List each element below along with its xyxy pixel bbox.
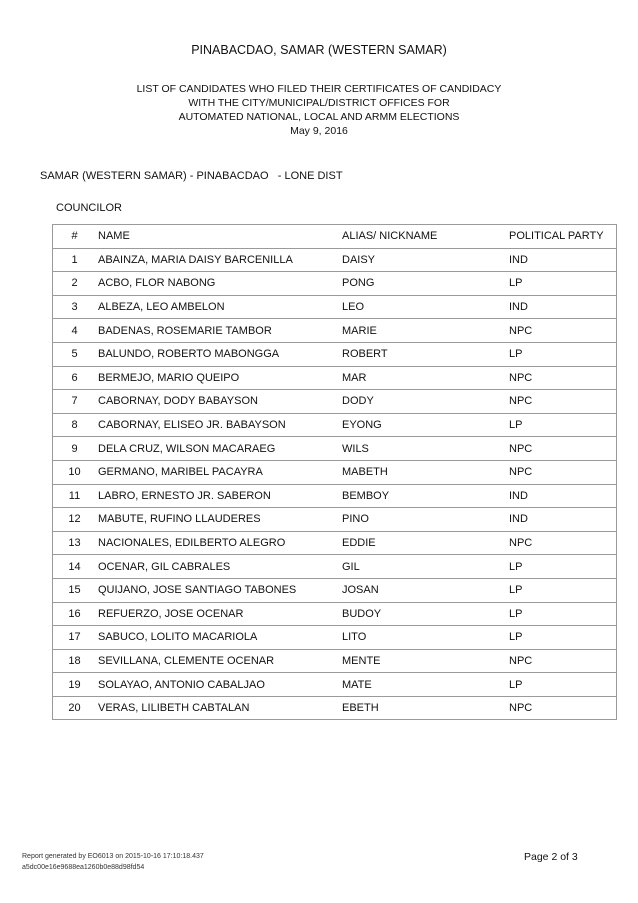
political-party: LP	[509, 578, 617, 602]
table-row	[53, 413, 617, 437]
political-party: IND	[509, 248, 617, 272]
candidate-alias: MAR	[342, 366, 509, 390]
candidate-name: SABUCO, LOLITO MACARIOLA	[96, 626, 342, 650]
candidate-name: BADENAS, ROSEMARIE TAMBOR	[96, 319, 342, 343]
row-number: 10	[53, 460, 97, 484]
political-party: LP	[509, 673, 617, 697]
candidate-name: OCENAR, GIL CABRALES	[96, 555, 342, 579]
candidate-alias: GIL	[342, 555, 509, 579]
table-row	[53, 272, 617, 296]
political-party: NPC	[509, 390, 617, 414]
table-header-row	[53, 225, 617, 249]
candidate-alias: MATE	[342, 673, 509, 697]
row-number: 16	[53, 602, 97, 626]
row-number: 6	[53, 366, 97, 390]
candidate-alias: LEO	[342, 295, 509, 319]
political-party: NPC	[509, 366, 617, 390]
row-number: 2	[53, 272, 97, 296]
table-row	[53, 437, 617, 461]
political-party: IND	[509, 484, 617, 508]
table-row	[53, 319, 617, 343]
candidate-alias: MABETH	[342, 460, 509, 484]
row-number: 11	[53, 484, 97, 508]
table-row	[53, 649, 617, 673]
report-footer	[22, 851, 204, 873]
table-row	[53, 484, 617, 508]
table-row	[53, 460, 617, 484]
row-number: 15	[53, 578, 97, 602]
candidate-alias: WILS	[342, 437, 509, 461]
candidate-alias: DAISY	[342, 248, 509, 272]
candidate-alias: BEMBOY	[342, 484, 509, 508]
table-row	[53, 366, 617, 390]
region-line: SAMAR (WESTERN SAMAR) - PINABACDAO - LONE DIST	[40, 170, 343, 182]
candidate-name: QUIJANO, JOSE SANTIAGO TABONES	[96, 578, 342, 602]
row-number: 12	[53, 508, 97, 532]
table-row	[53, 390, 617, 414]
row-number: 13	[53, 531, 97, 555]
candidate-alias: EYONG	[342, 413, 509, 437]
header-name: NAME	[96, 225, 342, 249]
row-number: 14	[53, 555, 97, 579]
table-row	[53, 248, 617, 272]
candidate-name: DELA CRUZ, WILSON MACARAEG	[96, 437, 342, 461]
political-party: LP	[509, 602, 617, 626]
candidate-name: GERMANO, MARIBEL PACAYRA	[96, 460, 342, 484]
political-party: IND	[509, 295, 617, 319]
candidate-name: ALBEZA, LEO AMBELON	[96, 295, 342, 319]
office-label: COUNCILOR	[56, 202, 123, 214]
candidate-name: ABAINZA, MARIA DAISY BARCENILLA	[96, 248, 342, 272]
candidate-alias: EBETH	[342, 696, 509, 720]
row-number: 19	[53, 673, 97, 697]
table-row	[53, 578, 617, 602]
row-number: 5	[53, 342, 97, 366]
candidate-alias: DODY	[342, 390, 509, 414]
table-row	[53, 696, 617, 720]
subtitle-line-1: LIST OF CANDIDATES WHO FILED THEIR CERTIFICATES OF CANDIDACY	[136, 83, 502, 95]
candidate-name: VERAS, LILIBETH CABTALAN	[96, 696, 342, 720]
page-number: Page 2 of 3	[524, 851, 578, 863]
candidate-alias: EDDIE	[342, 531, 509, 555]
political-party: NPC	[509, 460, 617, 484]
header-party: POLITICAL PARTY	[509, 225, 617, 249]
table-body	[53, 248, 617, 720]
political-party: LP	[509, 626, 617, 650]
subtitle-line-2: WITH THE CITY/MUNICIPAL/DISTRICT OFFICES FOR	[188, 97, 450, 109]
candidate-name: BALUNDO, ROBERTO MABONGGA	[96, 342, 342, 366]
candidates-table	[52, 224, 617, 720]
candidate-alias: PONG	[342, 272, 509, 296]
header-alias: ALIAS/ NICKNAME	[342, 225, 509, 249]
political-party: LP	[509, 272, 617, 296]
political-party: NPC	[509, 649, 617, 673]
table-row	[53, 531, 617, 555]
candidate-name: LABRO, ERNESTO JR. SABERON	[96, 484, 342, 508]
candidate-name: CABORNAY, ELISEO JR. BABAYSON	[96, 413, 342, 437]
subtitle-line-3: AUTOMATED NATIONAL, LOCAL AND ARMM ELECTIONS	[178, 111, 460, 123]
election-date: May 9, 2016	[290, 125, 348, 137]
political-party: LP	[509, 555, 617, 579]
candidate-name: CABORNAY, DODY BABAYSON	[96, 390, 342, 414]
row-number: 18	[53, 649, 97, 673]
table-row	[53, 602, 617, 626]
political-party: LP	[509, 413, 617, 437]
table-row	[53, 673, 617, 697]
table-row	[53, 295, 617, 319]
candidate-alias: ROBERT	[342, 342, 509, 366]
row-number: 9	[53, 437, 97, 461]
candidate-alias: LITO	[342, 626, 509, 650]
candidate-name: REFUERZO, JOSE OCENAR	[96, 602, 342, 626]
political-party: NPC	[509, 437, 617, 461]
table-row	[53, 626, 617, 650]
political-party: LP	[509, 342, 617, 366]
report-hash: a5dc00e16e9688ea1260b0e88d98fd54	[22, 864, 145, 871]
row-number: 4	[53, 319, 97, 343]
row-number: 1	[53, 248, 97, 272]
candidate-alias: BUDOY	[342, 602, 509, 626]
candidate-alias: MARIE	[342, 319, 509, 343]
candidate-alias: MENTE	[342, 649, 509, 673]
row-number: 3	[53, 295, 97, 319]
row-number: 20	[53, 696, 97, 720]
candidate-name: SOLAYAO, ANTONIO CABALJAO	[96, 673, 342, 697]
candidate-alias: PINO	[342, 508, 509, 532]
row-number: 8	[53, 413, 97, 437]
political-party: NPC	[509, 319, 617, 343]
candidate-name: SEVILLANA, CLEMENTE OCENAR	[96, 649, 342, 673]
political-party: NPC	[509, 531, 617, 555]
candidate-name: NACIONALES, EDILBERTO ALEGRO	[96, 531, 342, 555]
document-title: PINABACDAO, SAMAR (WESTERN SAMAR)	[191, 43, 447, 57]
candidate-name: BERMEJO, MARIO QUEIPO	[96, 366, 342, 390]
political-party: IND	[509, 508, 617, 532]
political-party: NPC	[509, 696, 617, 720]
row-number: 7	[53, 390, 97, 414]
report-generated-text: Report generated by EO6013 on 2015-10-16 17:10:18.437	[22, 853, 204, 860]
candidate-name: MABUTE, RUFINO LLAUDERES	[96, 508, 342, 532]
table-row	[53, 555, 617, 579]
row-number: 17	[53, 626, 97, 650]
candidate-alias: JOSAN	[342, 578, 509, 602]
table-row	[53, 342, 617, 366]
candidate-name: ACBO, FLOR NABONG	[96, 272, 342, 296]
header-number: #	[53, 225, 97, 249]
table-row	[53, 508, 617, 532]
